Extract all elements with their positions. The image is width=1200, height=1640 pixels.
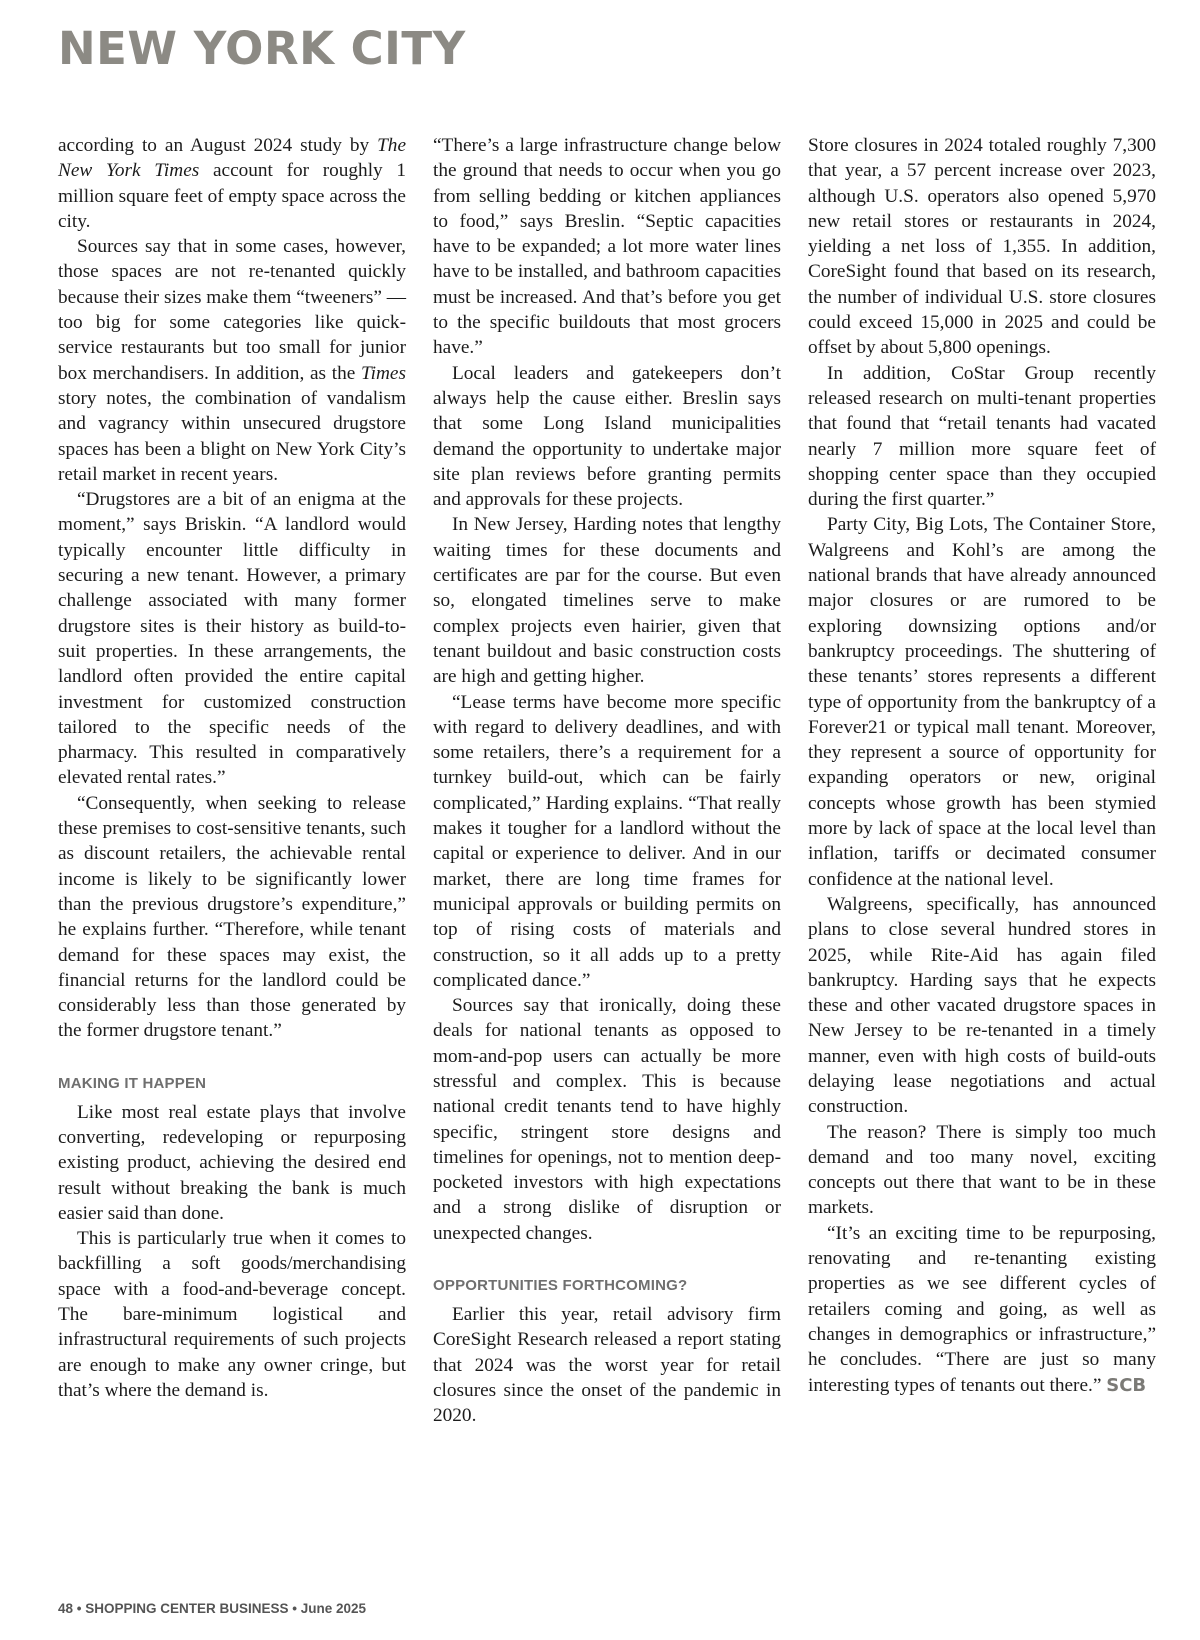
paragraph: Walgreens, specifically, has announced plans to close several hundred stores in 2025, while Rite-Aid has again filed bankruptcy. Harding says that he expects these and other vacated drugstore spaces in New Jersey to be re-tenanted in a timely manner, even with high costs of build-outs delaying lease negotiations and actual construction. <box>808 893 1156 1118</box>
column-3 <box>808 133 1156 1429</box>
paragraph: “Lease terms have become more specific with regard to delivery deadlines, and with some retailers, there’s a requirement for a turnkey build-out, which can be fairly complicated,” Harding explains. “That really makes it tougher for a landlord without the capital or experience to deliver. And in our market, there are long time frames for municipal approvals or building permits on top of rising costs of materials and construction, so it all adds up to a pretty complicated dance.” <box>433 691 781 991</box>
publication-name: The New York Times <box>58 135 406 182</box>
section-title: NEW YORK CITY <box>58 22 466 75</box>
paragraph: “It’s an exciting time to be repurposing, renovating and re-tenanting existing properties as we see different cycles of retailers coming and going, as well as changes in demographics or infrastructure,” he concludes. “There are just so many interesting types of tenants out there.” SCB <box>808 1222 1156 1396</box>
paragraph: Sources say that in some cases, however, those spaces are not re-tenanted quickly because their sizes make them “tweeners” — too big for some categories like quick-service restaurants but too small for junior box merchandisers. In addition, as the Times story notes, the combination of vandalism and vagrancy within unsecured drugstore spaces has been a blight on New York City’s retail market in recent years. <box>58 236 406 485</box>
paragraph: Like most real estate plays that involve converting, redeveloping or repurposing existing product, achieving the desired end result without breaking the bank is much easier said than done. <box>58 1101 406 1224</box>
paragraph: The reason? There is simply too much demand and too many novel, exciting concepts out there that want to be in these markets. <box>808 1121 1156 1219</box>
article-body <box>58 133 1156 1429</box>
column-2 <box>433 133 781 1429</box>
paragraph: This is particularly true when it comes to backfilling a soft goods/merchandising space with a food-and-beverage concept. The bare-minimum logistical and infrastructural requirements of such projects are enough to make any owner cringe, but that’s where the demand is. <box>58 1228 406 1401</box>
paragraph: according to an August 2024 study by The New York Times account for roughly 1 million square feet of empty space across the city. <box>58 135 407 232</box>
paragraph: “Consequently, when seeking to release these premises to cost-sensitive tenants, such as discount retailers, the achievable rental income is likely to be significantly lower than the previous drugstore’s expenditure,” he explains further. “Therefore, while tenant demand for these spaces may exist, the financial returns for the landlord could be considerably less than those generated by the former drugstore tenant.” <box>58 792 406 1042</box>
column-1 <box>58 133 406 1429</box>
paragraph: Party City, Big Lots, The Container Store, Walgreens and Kohl’s are among the national brands that have already announced major closures or are rumored to be exploring downsizing options and/or bankruptcy proceedings. The shuttering of these tenants’ stores represents a different type of opportunity from the bankruptcy of a Forever21 or typical mall tenant. Moreover, they represent a source of opportunity for expanding operators or new, original concepts whose growth has been stymied more by lack of space at the local level than inflation, tariffs or decimated consumer confidence at the national level. <box>808 514 1156 890</box>
paragraph: Sources say that ironically, doing these deals for national tenants as opposed to mom-and-pop users can actually be more stressful and complex. This is because national credit tenants tend to have highly specific, stringent store designs and timelines for openings, not to mention deep-pocketed investors with high expectations and a strong dislike of disruption or unexpected changes. <box>433 995 781 1244</box>
paragraph: Local leaders and gatekeepers don’t always help the cause either. Breslin says that some Long Island municipalities demand the opportunity to undertake major site plan reviews before granting permits and approvals for these projects. <box>433 362 781 511</box>
page-footer: 48 • SHOPPING CENTER BUSINESS • June 2025 <box>58 1601 367 1616</box>
paragraph: Store closures in 2024 totaled roughly 7,300 that year, a 57 percent increase over 2023, although U.S. operators also opened 5,970 new retail stores or restaurants in 2024, yielding a net loss of 1,355. In addition, CoreSight found that based on its research, the number of individual U.S. store closures could exceed 15,000 in 2025 and could be offset by about 5,800 openings. <box>808 135 1156 359</box>
section-heading: MAKING IT HAPPEN <box>58 1074 207 1092</box>
paragraph: In addition, CoStar Group recently released research on multi-tenant properties that found that “retail tenants had vacated nearly 7 million more square feet of shopping center space than they occupied during the first quarter.” <box>808 362 1156 511</box>
publication-name: Times <box>360 362 406 384</box>
signoff-mark: SCB <box>1106 1374 1147 1396</box>
paragraph: “There’s a large infrastructure change below the ground that needs to occur when you go from selling bedding or kitchen appliances to food,” says Breslin. “Septic capacities have to be expanded; a lot more water lines have to be installed, and bathroom capacities must be increased. And that’s before you get to the specific buildouts that most grocers have.” <box>433 135 781 359</box>
paragraph: In New Jersey, Harding notes that lengthy waiting times for these documents and certificates are par for the course. But even so, elongated timelines serve to make complex projects even hairier, given that tenant buildout and basic construction costs are high and getting higher. <box>433 514 781 688</box>
section-heading: OPPORTUNITIES FORTHCOMING? <box>433 1277 688 1295</box>
paragraph: “Drugstores are a bit of an enigma at the moment,” says Briskin. “A landlord would typically encounter little difficulty in securing a new tenant. However, a primary challenge associated with many former drugstore sites is their history as build-to-suit properties. In these arrangements, the landlord often provided the entire capital investment for customized construction tailored to the specific needs of the pharmacy. This resulted in comparatively elevated rental rates.” <box>58 489 406 789</box>
paragraph: Earlier this year, retail advisory firm CoreSight Research released a report stating that 2024 was the worst year for retail closures since the onset of the pandemic in 2020. <box>433 1304 781 1427</box>
